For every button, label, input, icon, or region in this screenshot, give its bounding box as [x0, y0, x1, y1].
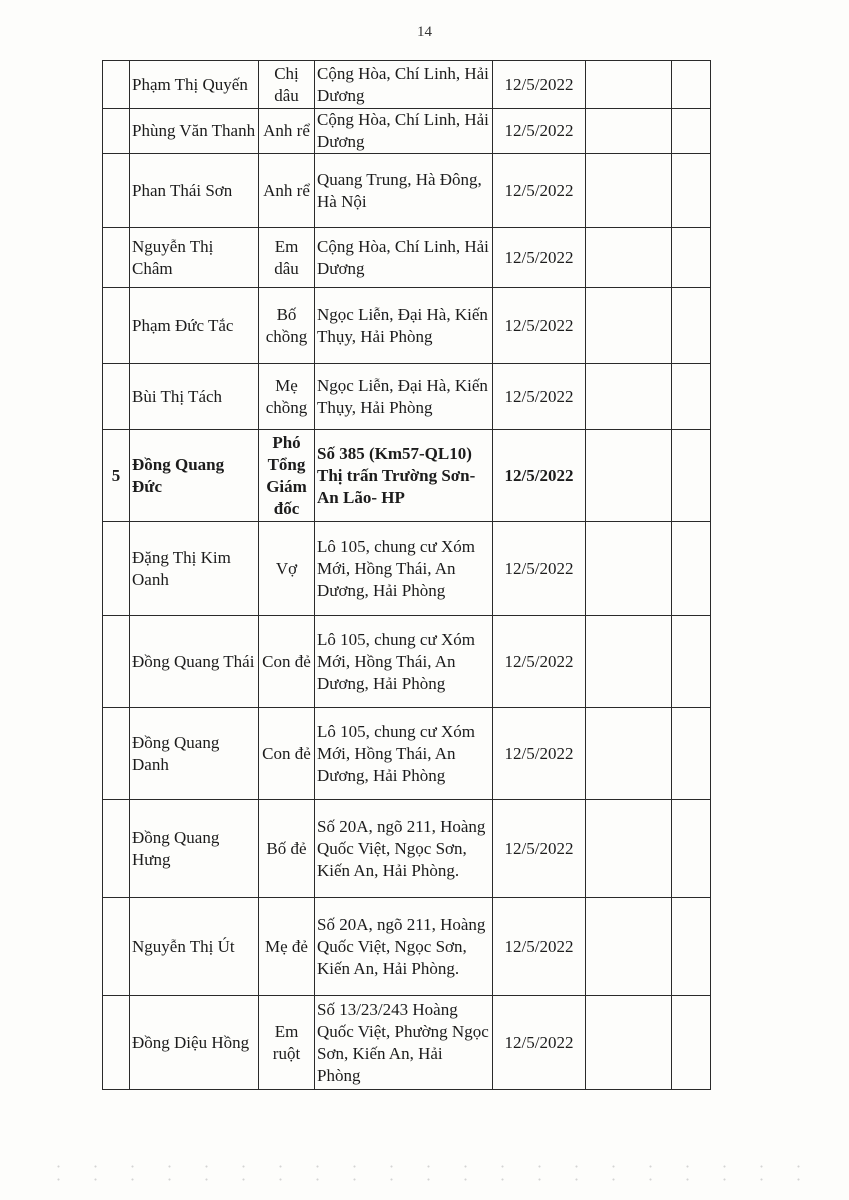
row-number: 5 — [103, 430, 130, 522]
person-name: Đồng Quang Danh — [130, 708, 259, 800]
row-number — [103, 708, 130, 800]
date: 12/5/2022 — [493, 228, 586, 288]
relationship: Anh rể — [259, 109, 315, 154]
relationship: Phó Tổng Giám đốc — [259, 430, 315, 522]
empty-cell — [586, 430, 672, 522]
date: 12/5/2022 — [493, 61, 586, 109]
relationship: Mẹ đẻ — [259, 898, 315, 996]
empty-cell — [586, 898, 672, 996]
row-number — [103, 228, 130, 288]
person-name: Nguyễn Thị Út — [130, 898, 259, 996]
person-name: Đặng Thị Kim Oanh — [130, 522, 259, 616]
row-number — [103, 800, 130, 898]
empty-cell — [672, 898, 711, 996]
person-name: Đồng Diệu Hồng — [130, 996, 259, 1090]
person-name: Phan Thái Sơn — [130, 154, 259, 228]
empty-cell — [672, 228, 711, 288]
row-number — [103, 109, 130, 154]
relationship: Con đẻ — [259, 708, 315, 800]
table-row — [103, 800, 711, 898]
empty-cell — [672, 430, 711, 522]
empty-cell — [672, 109, 711, 154]
empty-cell — [672, 996, 711, 1090]
person-name: Phạm Đức Tắc — [130, 288, 259, 364]
person-name: Phùng Văn Thanh — [130, 109, 259, 154]
date: 12/5/2022 — [493, 898, 586, 996]
date: 12/5/2022 — [493, 616, 586, 708]
relationship: Bố chồng — [259, 288, 315, 364]
row-number — [103, 364, 130, 430]
date: 12/5/2022 — [493, 800, 586, 898]
relationship: Mẹ chồng — [259, 364, 315, 430]
person-name: Đồng Quang Đức — [130, 430, 259, 522]
row-number — [103, 522, 130, 616]
related-persons-table — [102, 60, 711, 1090]
relationship: Anh rể — [259, 154, 315, 228]
address: Ngọc Liễn, Đại Hà, Kiến Thụy, Hải Phòng — [315, 364, 493, 430]
empty-cell — [672, 522, 711, 616]
empty-cell — [586, 996, 672, 1090]
page-number: 14 — [417, 24, 432, 40]
address: Cộng Hòa, Chí Linh, Hải Dương — [315, 61, 493, 109]
address: Lô 105, chung cư Xóm Mới, Hồng Thái, An Dương, Hải Phòng — [315, 616, 493, 708]
empty-cell — [586, 61, 672, 109]
table-row — [103, 898, 711, 996]
empty-cell — [586, 109, 672, 154]
date: 12/5/2022 — [493, 109, 586, 154]
date: 12/5/2022 — [493, 522, 586, 616]
empty-cell — [586, 522, 672, 616]
relationship: Em ruột — [259, 996, 315, 1090]
address: Cộng Hòa, Chí Linh, Hải Dương — [315, 228, 493, 288]
row-number — [103, 898, 130, 996]
empty-cell — [672, 364, 711, 430]
person-name: Đồng Quang Thái — [130, 616, 259, 708]
address: Lô 105, chung cư Xóm Mới, Hồng Thái, An Dương, Hải Phòng — [315, 522, 493, 616]
empty-cell — [672, 154, 711, 228]
relationship: Vợ — [259, 522, 315, 616]
date: 12/5/2022 — [493, 430, 586, 522]
row-number — [103, 154, 130, 228]
table-row — [103, 996, 711, 1090]
empty-cell — [586, 364, 672, 430]
empty-cell — [586, 288, 672, 364]
table-row — [103, 109, 711, 154]
address: Cộng Hòa, Chí Linh, Hải Dương — [315, 109, 493, 154]
empty-cell — [672, 61, 711, 109]
person-name: Đồng Quang Hưng — [130, 800, 259, 898]
row-number — [103, 288, 130, 364]
table-row — [103, 430, 711, 522]
address: Số 13/23/243 Hoàng Quốc Việt, Phường Ngọc Sơn, Kiến An, Hải Phòng — [315, 996, 493, 1090]
empty-cell — [672, 708, 711, 800]
table-row — [103, 288, 711, 364]
empty-cell — [586, 154, 672, 228]
empty-cell — [672, 288, 711, 364]
date: 12/5/2022 — [493, 996, 586, 1090]
relationship: Bố đẻ — [259, 800, 315, 898]
empty-cell — [672, 800, 711, 898]
relationship: Con đẻ — [259, 616, 315, 708]
table-row — [103, 61, 711, 109]
empty-cell — [586, 800, 672, 898]
table-row — [103, 616, 711, 708]
address: Quang Trung, Hà Đông, Hà Nội — [315, 154, 493, 228]
date: 12/5/2022 — [493, 708, 586, 800]
table-row — [103, 708, 711, 800]
address: Số 20A, ngõ 211, Hoàng Quốc Việt, Ngọc Sơn, Kiến An, Hải Phòng. — [315, 800, 493, 898]
empty-cell — [672, 616, 711, 708]
empty-cell — [586, 616, 672, 708]
address: Lô 105, chung cư Xóm Mới, Hồng Thái, An Dương, Hải Phòng — [315, 708, 493, 800]
person-name: Phạm Thị Quyến — [130, 61, 259, 109]
person-name: Bùi Thị Tách — [130, 364, 259, 430]
date: 12/5/2022 — [493, 154, 586, 228]
table-row — [103, 364, 711, 430]
row-number — [103, 61, 130, 109]
relationship: Chị dâu — [259, 61, 315, 109]
address: Ngọc Liễn, Đại Hà, Kiến Thụy, Hải Phòng — [315, 288, 493, 364]
empty-cell — [586, 708, 672, 800]
scan-noise — [40, 1160, 800, 1190]
date: 12/5/2022 — [493, 364, 586, 430]
table-row — [103, 154, 711, 228]
row-number — [103, 616, 130, 708]
person-name: Nguyễn Thị Châm — [130, 228, 259, 288]
date: 12/5/2022 — [493, 288, 586, 364]
address: Số 385 (Km57-QL10) Thị trấn Trường Sơn- An Lão- HP — [315, 430, 493, 522]
empty-cell — [586, 228, 672, 288]
row-number — [103, 996, 130, 1090]
address: Số 20A, ngõ 211, Hoàng Quốc Việt, Ngọc Sơn, Kiến An, Hải Phòng. — [315, 898, 493, 996]
relationship: Em dâu — [259, 228, 315, 288]
table-row — [103, 228, 711, 288]
table-row — [103, 522, 711, 616]
